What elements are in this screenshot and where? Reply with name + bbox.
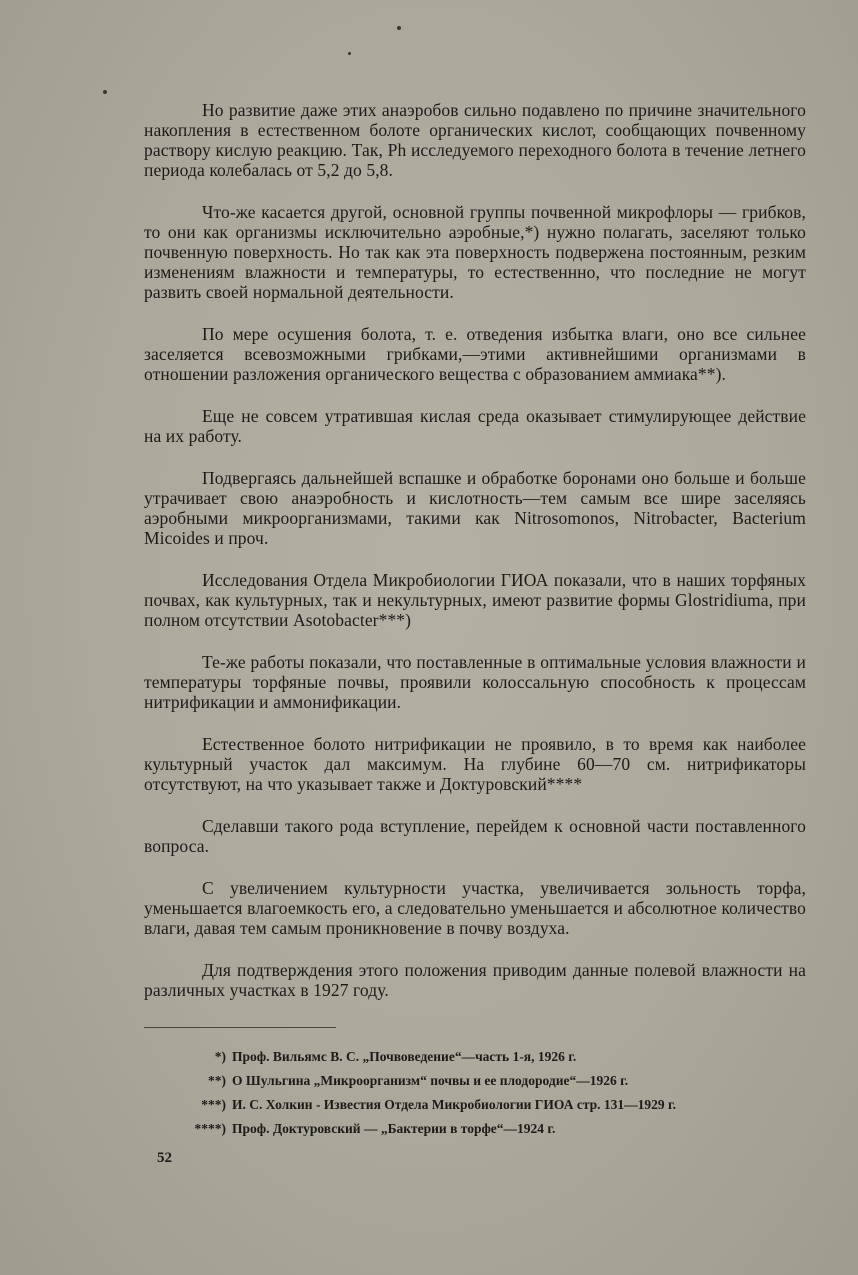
footnote-divider (144, 1027, 336, 1028)
footnote (150, 1069, 790, 1093)
print-speck (348, 52, 351, 55)
footnote-text: О Шульгина „Микроорганизм“ почвы и ее плодородие“—1926 г. (232, 1073, 629, 1088)
paragraph: Естественное болото нитрификации не проявило, в то время как наиболее культурный участок дал максимум. На глубине 60—70 см. нитрификаторы отсутствуют, на что указывает также и Доктуровский**** (144, 734, 806, 794)
paragraph: Те-же работы показали, что поставленные в оптимальные условия влажности и температуры торфяные почвы, проявили колоссальную способность к процессам нитрификации и аммонификации. (144, 652, 806, 712)
paragraph: Исследования Отдела Микробиологии ГИОА показали, что в наших торфяных почвах, как культурных, так и некультурных, имеют развитие формы Glostridiuma, при полном отсутствии Asotobacter***) (144, 570, 806, 630)
paragraph: С увеличением культурности участка, увеличивается зольность торфа, уменьшается влагоемкость его, а следовательно уменьшается и абсолютное количество влаги, давая тем самым проникновение в почву воздуха. (144, 878, 806, 938)
paragraph: Сделавши такого рода вступление, перейдем к основной части поставленного вопроса. (144, 816, 806, 856)
paragraph: Что-же касается другой, основной группы почвенной микрофлоры — грибков, то они как организмы исключительно аэробные,*) нужно полагать, заселяют только почвенную поверхность. Но так как эта поверхность подвержена постоянным, резким изменениям влажности и температуры, то естественнно, что последние не могут развить своей нормальной деятельности. (144, 202, 806, 302)
footnote-text: Проф. Доктуровский — „Бактерии в торфе“—1924 г. (232, 1121, 556, 1136)
paragraph: Подвергаясь дальнейшей вспашке и обработке боронами оно больше и больше утрачивает свою анаэробность и кислотность—тем самым все шире заселяясь аэробными микроорганизмами, такими как Nitrosomonos, Nitrobacter, Bacterium Micoides и проч. (144, 468, 806, 548)
print-speck (103, 90, 107, 94)
paragraph: Но развитие даже этих анаэробов сильно подавлено по причине значительного накопления в естественном болоте органических кислот, сообщающих почвенному раствору кислую реакцию. Так, Ph исследуемого переходного болота в течение летнего периода колебалась от 5,2 до 5,8. (144, 100, 806, 180)
paragraph: Для подтверждения этого положения приводим данные полевой влажности на различных участках в 1927 году. (144, 960, 806, 1000)
footnote-mark: **) (208, 1073, 226, 1088)
footnote-text: И. С. Холкин - Известия Отдела Микробиологии ГИОА стр. 131—1929 г. (232, 1097, 676, 1112)
footnote (150, 1117, 790, 1141)
footnote (150, 1045, 790, 1069)
paragraph: Еще не совсем утратившая кислая среда оказывает стимулирующее действие на их работу. (144, 406, 806, 446)
body-text (144, 100, 806, 1022)
footnote (150, 1093, 790, 1117)
print-speck (397, 26, 401, 30)
footnote-mark: ***) (201, 1097, 226, 1112)
footnote-mark: ****) (194, 1121, 226, 1136)
paragraph: По мере осушения болота, т. е. отведения избытка влаги, оно все сильнее заселяется всевозможными грибками,—этими активнейшими организмами в отношении разложения органического вещества с образованием аммиака**). (144, 324, 806, 384)
page-number: 52 (157, 1150, 172, 1166)
footnotes (150, 1045, 790, 1141)
footnote-text: Проф. Вильямс В. С. „Почвоведение“—часть 1-я, 1926 г. (232, 1049, 577, 1064)
footnote-mark: *) (214, 1049, 226, 1064)
